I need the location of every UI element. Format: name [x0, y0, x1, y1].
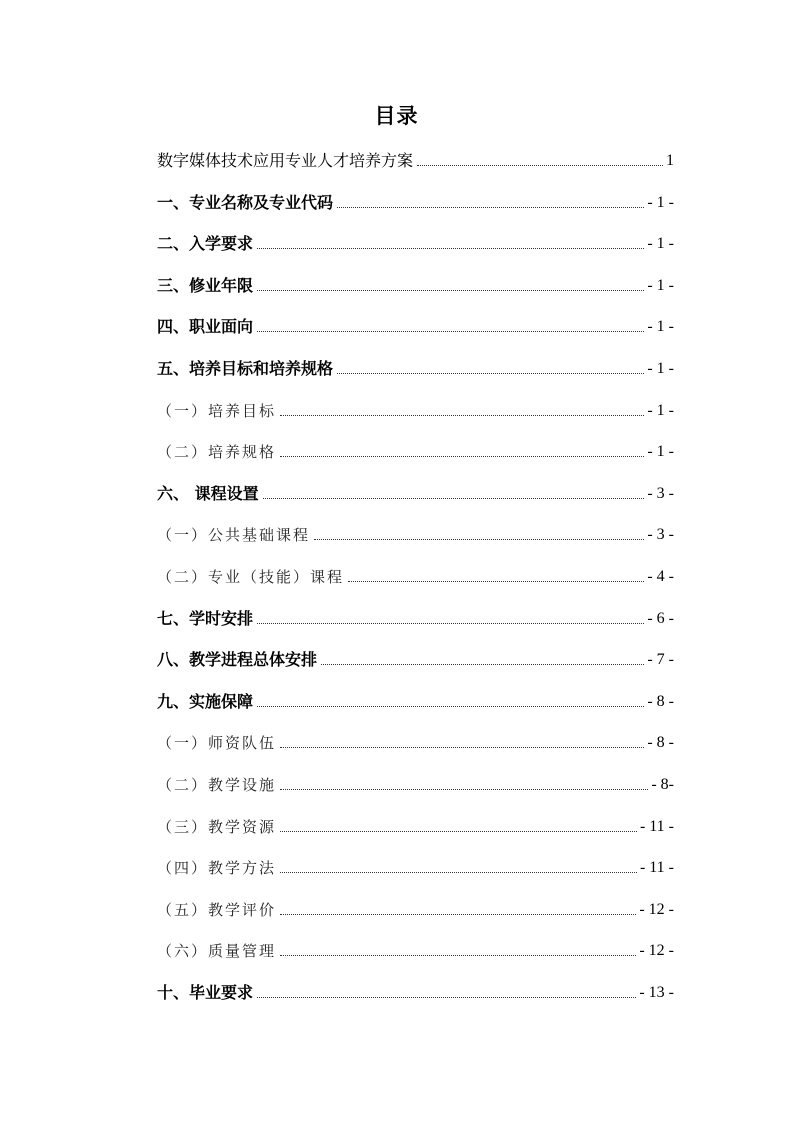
toc-entry-page-number: - 4 -	[647, 568, 674, 585]
dot-leader	[257, 248, 644, 249]
dot-leader	[337, 207, 644, 208]
dot-leader	[348, 581, 644, 582]
toc-entry[interactable]	[157, 520, 674, 546]
toc-entry[interactable]	[157, 853, 674, 879]
dot-leader	[314, 539, 644, 540]
toc-entry-label: （四）教学方法	[157, 859, 277, 877]
dot-leader	[321, 664, 644, 665]
dot-leader	[280, 789, 648, 790]
dot-leader	[280, 914, 636, 915]
dot-leader	[257, 623, 644, 624]
toc-entry-page-number: - 11 -	[639, 859, 674, 876]
toc-entry-label: （二）培养规格	[157, 443, 277, 461]
dot-leader	[417, 165, 663, 166]
toc-entry-page-number: - 12 -	[639, 942, 674, 959]
toc-entry-page-number: - 8-	[651, 776, 674, 793]
toc-entry-page-number: - 7 -	[647, 651, 674, 668]
toc-entry-label: 八、教学进程总体安排	[157, 650, 318, 669]
toc-entry-label: 四、职业面向	[157, 317, 254, 336]
toc-entry[interactable]	[157, 812, 674, 838]
dot-leader	[280, 872, 637, 873]
toc-entry-page-number: - 3 -	[647, 485, 674, 502]
toc-entry-page-number: - 1 -	[647, 360, 674, 377]
toc-entry[interactable]	[157, 936, 674, 962]
toc-entry[interactable]	[157, 978, 674, 1004]
dot-leader	[257, 706, 644, 707]
toc-entry[interactable]	[157, 146, 674, 172]
toc-entry[interactable]	[157, 895, 674, 921]
toc-entry-label: （六）质量管理	[157, 942, 277, 960]
dot-leader	[337, 373, 644, 374]
toc-entry-page-number: - 1 -	[647, 443, 674, 460]
toc-entry-label: 三、修业年限	[157, 276, 254, 295]
dot-leader	[257, 997, 636, 998]
toc-entry-label: （三）教学资源	[157, 818, 277, 836]
dot-leader	[263, 498, 645, 499]
toc-entry[interactable]	[157, 437, 674, 463]
toc-entry[interactable]	[157, 271, 674, 297]
toc-entry-page-number: 1	[666, 152, 674, 169]
toc-entry-label: 十、毕业要求	[157, 983, 254, 1002]
toc-title: 目录	[374, 104, 419, 128]
dot-leader	[280, 831, 637, 832]
toc-entry[interactable]	[157, 312, 674, 338]
toc-entry-label: 数字媒体技术应用专业人才培养方案	[157, 151, 414, 170]
toc-entry-label: 七、学时安排	[157, 609, 254, 628]
toc-entry[interactable]	[157, 354, 674, 380]
toc-entry-label: 九、实施保障	[157, 692, 254, 711]
toc-entry[interactable]	[157, 604, 674, 630]
toc-entry-page-number: - 11 -	[639, 818, 674, 835]
toc-entry[interactable]	[157, 479, 674, 505]
toc-entry-label: 五、培养目标和培养规格	[157, 359, 334, 378]
toc-entry[interactable]	[157, 229, 674, 255]
toc-entry-label: 一、专业名称及专业代码	[157, 193, 334, 212]
toc-entry-label: （五）教学评价	[157, 901, 277, 919]
toc-entry-page-number: - 1 -	[647, 235, 674, 252]
toc-entry-label: （二）教学设施	[157, 776, 277, 794]
toc-entry-page-number: - 1 -	[647, 402, 674, 419]
toc-entry-page-number: - 12 -	[639, 901, 674, 918]
dot-leader	[280, 415, 644, 416]
toc-entry-label: 二、入学要求	[157, 234, 254, 253]
toc-entry-page-number: - 1 -	[647, 318, 674, 335]
toc-entry[interactable]	[157, 687, 674, 713]
toc-entry-page-number: - 1 -	[647, 277, 674, 294]
toc-entry-label: 六、 课程设置	[157, 484, 259, 503]
dot-leader	[257, 290, 644, 291]
toc-entry-page-number: - 8 -	[647, 693, 674, 710]
toc-entry-page-number: - 13 -	[639, 984, 674, 1001]
toc-entry[interactable]	[157, 562, 674, 588]
toc-entry-label: （一）师资队伍	[157, 734, 277, 752]
toc-entry[interactable]	[157, 645, 674, 671]
toc-entry-page-number: - 6 -	[647, 610, 674, 627]
toc-entry-page-number: - 8 -	[647, 734, 674, 751]
toc-entry[interactable]	[157, 770, 674, 796]
toc-entry-label: （二）专业（技能）课程	[157, 568, 345, 586]
dot-leader	[280, 955, 636, 956]
toc-entry[interactable]	[157, 728, 674, 754]
dot-leader	[280, 747, 644, 748]
toc-entry[interactable]	[157, 396, 674, 422]
dot-leader	[257, 331, 644, 332]
toc-entry-label: （一）公共基础课程	[157, 526, 311, 544]
toc-entry[interactable]	[157, 188, 674, 214]
toc-entry-label: （一）培养目标	[157, 402, 277, 420]
toc-entry-page-number: - 1 -	[647, 194, 674, 211]
dot-leader	[280, 456, 644, 457]
toc-entry-page-number: - 3 -	[647, 526, 674, 543]
